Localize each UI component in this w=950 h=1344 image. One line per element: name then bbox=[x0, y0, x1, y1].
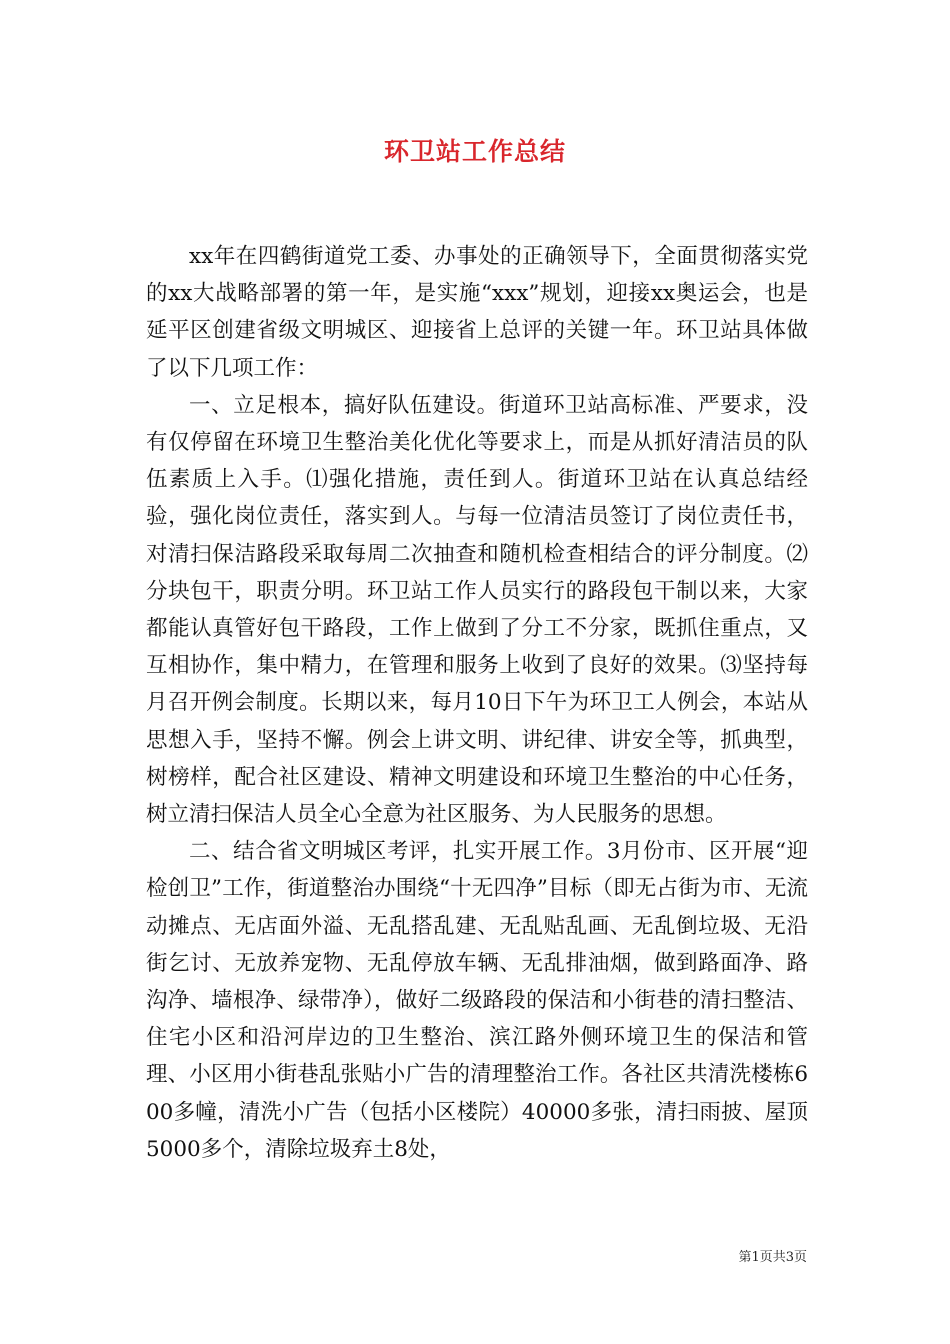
document-title: 环卫站工作总结 bbox=[383, 137, 566, 166]
paragraph-city-evaluation: 二、结合省文明城区考评，扎实开展工作。3月份市、区开展“迎检创卫”工作，街道整治办围绕“十无四净”目标（即无占街为市、无流动摊点、无店面外溢、无乱搭乱建、无乱贴乱画、无乱倒垃圾、无沿街乞讨、无放养宠物、无乱停放车辆、无乱排油烟，做到路面净、路沟净、墙根净、绿带净），做好二级路段的保洁和小街巷的清扫整洁、住宅小区和沿河岸边的卫生整治、滨江路外侧环境卫生的保洁和管理、小区用小街巷乱张贴小广告的清理整治工作。各社区共清洗楼栋600多幢，清洗小广告（包括小区楼院）40000多张，清扫雨披、屋顶5000多个，清除垃圾弃土8处， bbox=[146, 839, 808, 1162]
paragraph-team-building: 一、立足根本，搞好队伍建设。街道环卫站高标准、严要求，没有仅停留在环境卫生整治美化优化等要求上，而是从抓好清洁员的队伍素质上入手。⑴强化措施，责任到人。街道环卫站在认真总结经验，强化岗位责任，落实到人。与每一位清洁员签订了岗位责任书，对清扫保洁路段采取每周二次抽查和随机检查相结合的评分制度。⑵分块包干，职责分明。环卫站工作人员实行的路段包干制以来，大家都能认真管好包干路段，工作上做到了分工不分家，既抓住重点，又互相协作，集中精力，在管理和服务上收到了良好的效果。⑶坚持每月召开例会制度。长期以来，每月10日下午为环卫工人例会，本站从思想入手，坚持不懈。例会上讲文明、讲纪律、讲安全等，抓典型，树榜样，配合社区建设、精神文明建设和环境卫生整治的中心任务，树立清扫保洁人员全心全意为社区服务、为人民服务的思想。 bbox=[146, 392, 808, 828]
paragraph-intro: xx年在四鹤街道党工委、办事处的正确领导下，全面贯彻落实党的xx大战略部署的第一年，是实施“xxx”规划，迎接xx奥运会，也是延平区创建省级文明城区、迎接省上总评的关键一年。环卫站具体做了以下几项工作： bbox=[146, 244, 808, 381]
document-body bbox=[146, 238, 808, 1168]
page-number: 第1页共3页 bbox=[738, 1250, 807, 1265]
